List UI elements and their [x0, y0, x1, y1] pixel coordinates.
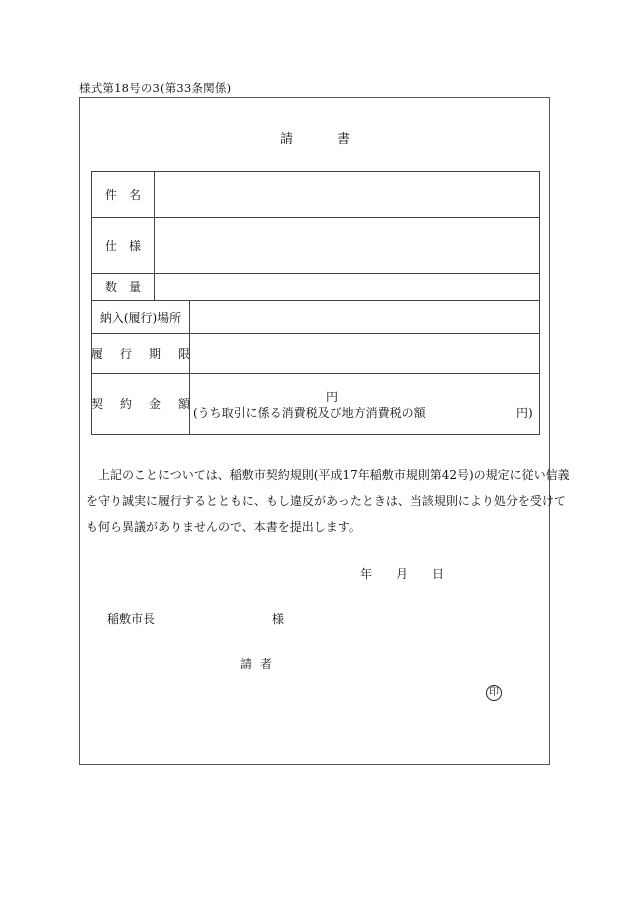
row-divider	[92, 373, 539, 374]
row-divider	[92, 217, 539, 218]
declaration-text	[86, 462, 570, 540]
row-divider	[92, 333, 539, 334]
row-divider	[92, 273, 539, 274]
tax-note-close: 円)	[516, 406, 533, 420]
upper-table	[91, 171, 540, 301]
document-title	[280, 128, 350, 147]
contract-amount-label: 契約金額	[92, 373, 190, 434]
declaration-line: も何ら異議がありませんので、本書を提出します。	[86, 520, 361, 534]
date-day: 日	[432, 567, 445, 581]
seal-mark: 印	[486, 685, 502, 701]
date-month: 月	[396, 567, 409, 581]
quantity-label: 数量	[92, 273, 155, 300]
requester-label: 請者	[240, 657, 281, 671]
date-year: 年	[360, 567, 373, 581]
spec-label: 仕様	[92, 217, 155, 273]
deadline-label: 履行期限	[92, 333, 190, 373]
document-title-part1: 請	[280, 132, 294, 147]
lower-table	[91, 300, 540, 435]
amount-yen-unit: 円	[326, 390, 339, 404]
delivery-place-label: 納入(履行)場所	[92, 301, 190, 333]
addressee: 稲敷市長	[107, 612, 156, 626]
declaration-line: 上記のことについては、稲敷市契約規則(平成17年稲敷市規則第42号)の規定に従い信義	[98, 468, 570, 482]
declaration-line: を守り誠実に履行するとともに、もし違反があったときは、当該規則により処分を受けて	[86, 494, 566, 508]
document-title-part2: 書	[337, 132, 351, 147]
tax-note: (うち取引に係る消費税及び地方消費税の額	[193, 406, 426, 420]
honorific: 様	[272, 612, 285, 626]
date-line	[360, 565, 444, 582]
form-number: 様式第18号の3(第33条関係)	[79, 81, 232, 95]
item-name-label: 件名	[92, 172, 155, 217]
